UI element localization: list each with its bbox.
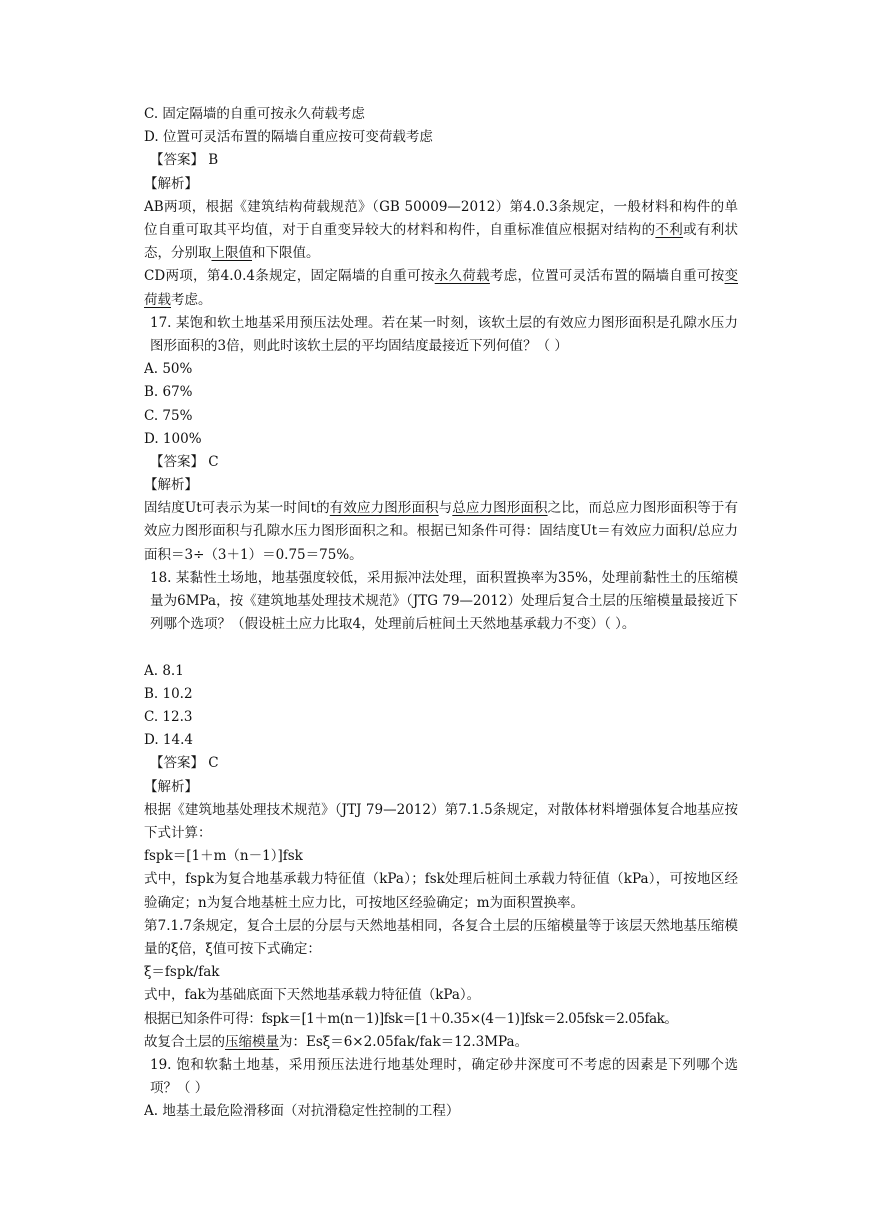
analysis-paragraph: 固结度Ut可表示为某一时间t的有效应力图形面积与总应力图形面积之比，而总应力图形面积等于有效应力图形面积与孔隙水压力图形面积之和。根据已知条件可得：固结度Ut＝有效应力面积/总应力面积＝3÷（3＋1）＝0.75＝75%。 bbox=[144, 500, 739, 563]
option-c: C. 固定隔墙的自重可按永久荷载考虑 bbox=[144, 106, 365, 122]
analysis-paragraph: 式中，fspk为复合地基承载力特征值（kPa）；fsk处理后桩间土承载力特征值（kPa），可按地区经验确定；n为复合地基桩土应力比，可按地区经验确定；m为面积置换率。 bbox=[144, 871, 738, 911]
answer-label: 【答案】 C bbox=[150, 755, 219, 772]
analysis-heading: 【解析】 bbox=[144, 778, 198, 795]
question-17: 17. 某饱和软土地基采用预压法处理。若在某一时刻，该软土层的有效应力图形面积是孔隙水压力图形面积的3倍，则此时该软土层的平均固结度最接近下列何值？（ ） bbox=[150, 314, 738, 354]
analysis-heading: 【解析】 bbox=[144, 477, 198, 494]
answer-label: 【答案】 C bbox=[150, 453, 219, 470]
analysis-paragraph: AB两项，根据《建筑结构荷载规范》（GB 50009—2012）第4.0.3条规定，一般材料和构件的单位自重可取其平均值，对于自重变异较大的材料和构件，自重标准值应根据对结构的不利或有利状态，分别取上限值和下限值。 bbox=[144, 198, 739, 262]
analysis-paragraph: 根据《建筑地基处理技术规范》（JTJ 79—2012）第7.1.5条规定，对散体材料增强体复合地基应按下式计算： bbox=[144, 801, 738, 841]
option-c: C. 12.3 bbox=[144, 709, 193, 726]
option-d: D. 位置可灵活布置的隔墙自重应按可变荷载考虑 bbox=[144, 129, 433, 146]
option-b: B. 10.2 bbox=[144, 685, 193, 702]
document-body bbox=[144, 103, 738, 1123]
option-a: A. 地基土最危险滑移面（对抗滑稳定性控制的工程） bbox=[144, 1103, 460, 1120]
analysis-paragraph: 第7.1.7条规定，复合土层的分层与天然地基相同，各复合土层的压缩模量等于该层天然地基压缩模量的ξ倍，ξ值可按下式确定： bbox=[144, 917, 738, 957]
option-d: D. 100% bbox=[144, 430, 202, 447]
option-a: A. 8.1 bbox=[144, 662, 184, 679]
analysis-paragraph: CD两项，第4.0.4条规定，固定隔墙的自重可按永久荷载考虑，位置可灵活布置的隔墙自重可按变荷载考虑。 bbox=[144, 268, 738, 308]
question-18: 18. 某黏性土场地，地基强度较低，采用振冲法处理，面积置换率为35%，处理前黏性土的压缩模量为6MPa，按《建筑地基处理技术规范》（JTG 79—2012）处理后复合土层的压缩模量最接近下列哪个选项？（假设桩土应力比取4，处理前后桩间土天然地基承载力不变）（ ）。 bbox=[150, 569, 738, 633]
option-d: D. 14.4 bbox=[144, 732, 193, 749]
answer-label: 【答案】 B bbox=[150, 152, 219, 169]
option-c: C. 75% bbox=[144, 407, 193, 424]
formula: fspk＝[1＋m（n－1）]fsk bbox=[144, 848, 303, 865]
question-19: 19. 饱和软黏土地基，采用预压法进行地基处理时，确定砂井深度可不考虑的因素是下列哪个选项？（ ） bbox=[150, 1056, 738, 1097]
formula: ξ＝fspk/fak bbox=[144, 964, 220, 981]
option-b: B. 67% bbox=[144, 384, 193, 401]
analysis-paragraph: 故复合土层的压缩模量为：Esξ＝6×2.05fak/fak＝12.3MPa。 bbox=[144, 1033, 529, 1050]
analysis-paragraph: 式中，fak为基础底面下天然地基承载力特征值（kPa）。 bbox=[144, 987, 481, 1004]
analysis-heading: 【解析】 bbox=[144, 175, 198, 192]
option-a: A. 50% bbox=[144, 361, 193, 378]
analysis-paragraph: 根据已知条件可得：fspk＝[1＋m(n－1)]fsk＝[1＋0.35×(4－1)]fsk＝2.05fsk＝2.05fak。 bbox=[144, 1010, 678, 1027]
